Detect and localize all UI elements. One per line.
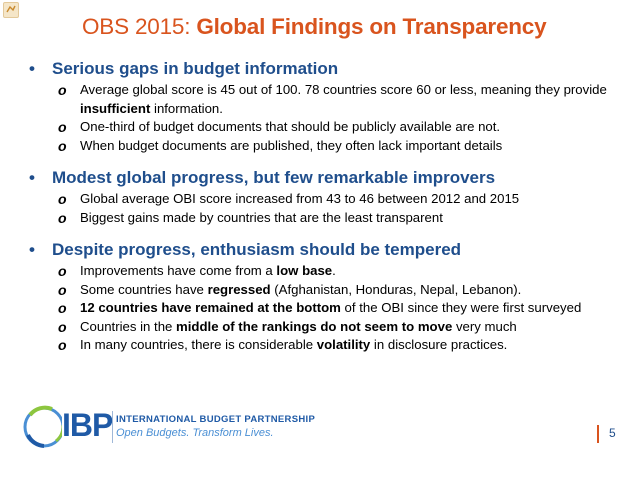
sub-bullet-list [0, 190, 638, 227]
sub-bullet-item [0, 118, 638, 137]
bullet-dot-icon: • [29, 168, 35, 187]
sub-bullet-marker-icon: o [58, 137, 67, 154]
ibp-logo [22, 401, 316, 461]
item-text: very much [452, 318, 517, 334]
bullet-section [0, 167, 638, 227]
page-number-bar [597, 425, 599, 443]
sub-bullet-item [0, 81, 638, 118]
logo-divider [112, 411, 113, 443]
sub-bullet-marker-icon: o [58, 209, 67, 226]
sub-bullet-item [0, 318, 638, 337]
section-heading [0, 239, 638, 261]
section-heading-text: Modest global progress, but few remarkable improvers [52, 168, 496, 187]
sub-bullet-list [0, 81, 638, 155]
sub-bullet-item [0, 190, 638, 209]
sub-bullet-item [0, 299, 638, 318]
emphasized-text: insufficient [80, 100, 151, 116]
section-heading [0, 58, 638, 80]
sub-bullet-marker-icon: o [58, 82, 67, 98]
item-text: Global average OBI score increased from 43 to 46 between 2012 and 2015 [80, 191, 520, 206]
emphasized-text: middle of the rankings do not seem to move [176, 318, 453, 334]
item-text: (Afghanistan, Honduras, Nepal, Lebanon). [270, 281, 522, 297]
logo-letters: IBP [62, 407, 113, 443]
sub-bullet-marker-icon: o [58, 119, 67, 135]
item-text: . [332, 263, 336, 278]
bullet-dot-icon: • [29, 59, 35, 78]
item-text: Average global score is 45 out of 100. 78 countries score 60 or less, meaning they provide [80, 82, 607, 97]
item-text: Biggest gains made by countries that are the least transparent [80, 209, 443, 225]
sub-bullet-marker-icon: o [58, 281, 67, 298]
sub-bullet-item [0, 281, 638, 300]
emphasized-text: regressed [207, 281, 271, 297]
logo-tagline: Open Budgets. Transform Lives. [116, 427, 274, 439]
item-text: in disclosure practices. [370, 337, 508, 352]
sub-bullet-marker-icon: o [58, 318, 67, 335]
section-heading-text: Despite progress, enthusiasm should be tempered [52, 240, 462, 259]
item-text: Countries in the [80, 318, 177, 334]
item-text: information. [150, 100, 223, 116]
sub-bullet-item [0, 209, 638, 228]
ibp-globe-logo-icon [22, 401, 62, 453]
sub-bullet-marker-icon: o [58, 191, 67, 207]
sub-bullet-marker-icon: o [58, 300, 67, 316]
sub-bullet-item [0, 262, 638, 281]
bullet-content [0, 58, 638, 367]
bullet-section [0, 239, 638, 355]
slide-corner-icon [3, 2, 19, 18]
item-text: of the OBI since they were first surveyed [340, 300, 582, 315]
emphasized-text: volatility [316, 337, 371, 352]
item-text: When budget documents are published, they often lack important details [80, 137, 503, 153]
sub-bullet-list [0, 262, 638, 355]
page-title [82, 14, 546, 40]
emphasized-text: low base [276, 263, 333, 278]
title-bold: Global Findings on Transparency [196, 14, 547, 39]
sub-bullet-marker-icon: o [58, 337, 67, 353]
page-number: 5 [609, 426, 616, 440]
org-name: INTERNATIONAL BUDGET PARTNERSHIP [116, 414, 316, 425]
sub-bullet-item [0, 137, 638, 156]
title-prefix: OBS 2015: [82, 14, 197, 39]
section-heading [0, 167, 638, 189]
item-text: One-third of budget documents that should be publicly available are not. [80, 119, 501, 134]
sub-bullet-item [0, 336, 638, 355]
bullet-section [0, 58, 638, 155]
sub-bullet-marker-icon: o [58, 263, 67, 279]
emphasized-text: 12 countries have remained at the bottom [80, 300, 341, 315]
item-text: Improvements have come from a [80, 263, 277, 278]
bullet-dot-icon: • [29, 240, 35, 259]
item-text: Some countries have [80, 281, 208, 297]
section-heading-text: Serious gaps in budget information [52, 59, 339, 78]
item-text: In many countries, there is considerable [80, 337, 317, 352]
